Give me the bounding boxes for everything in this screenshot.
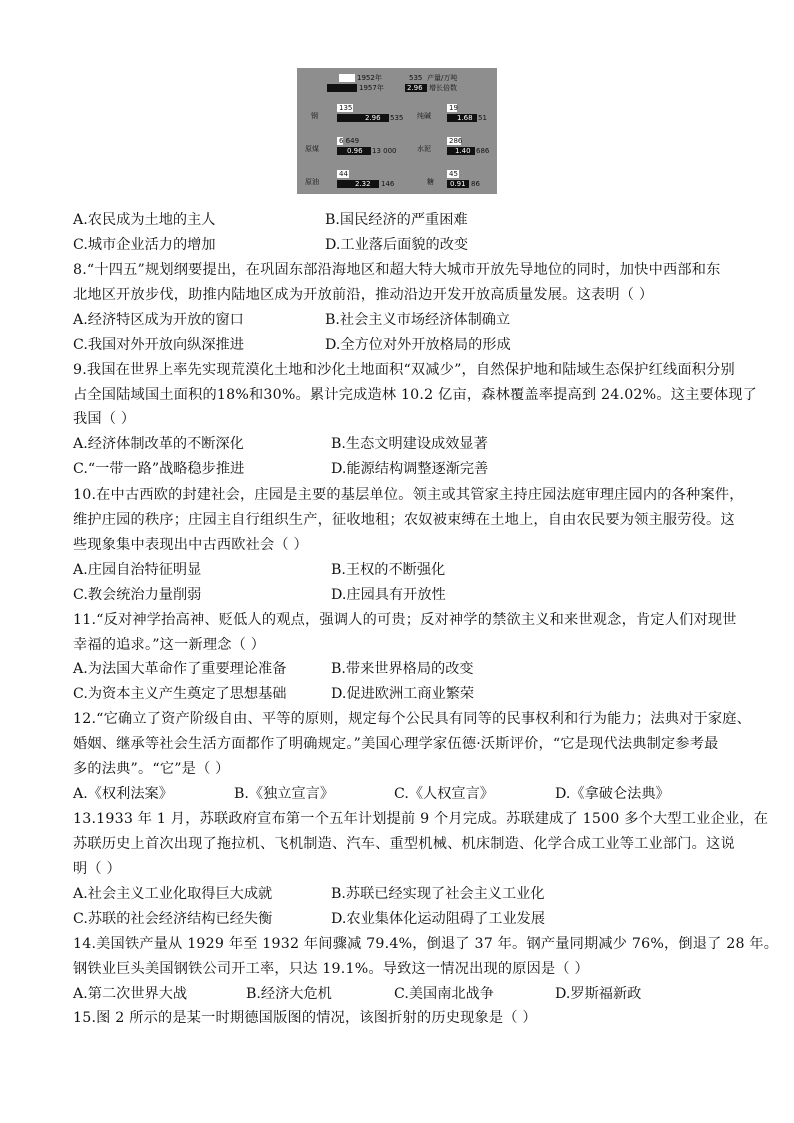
q8-stem-line: 8.“十四五”规划纲要提出，在巩固东部沿海地区和超大特大城市开放先导地位的同时，加快中西部和东 bbox=[73, 262, 721, 278]
q9-stem-line: 9.我国在世界上率先实现荒漠化土地和沙化土地面积“双减少”，自然保护地和陆域生态保护红线面积分别 bbox=[73, 362, 735, 378]
q12-option-b: B.《独立宣言》 bbox=[234, 786, 335, 802]
q10-option-b: B.王权的不断强化 bbox=[331, 562, 446, 578]
growth-value: 0.91 bbox=[450, 180, 466, 188]
q12-stem-line: 多的法典”。“它”是（ ） bbox=[73, 761, 230, 777]
growth-value: 2.96 bbox=[365, 114, 381, 122]
q10-option-d: D.庄园具有开放性 bbox=[331, 587, 446, 603]
value-1957: 146 bbox=[381, 180, 395, 188]
q11-option-d: D.促进欧洲工商业繁荣 bbox=[331, 686, 475, 702]
q10-stem-line: 维护庄园的秩序；庄园主自行组织生产，征收地租；农奴被束缚在土地上，自由农民要为领主服劳役。这 bbox=[73, 512, 735, 528]
q13-option-a: A.社会主义工业化取得巨大成就 bbox=[73, 886, 273, 902]
q7-option-d: D.工业落后面貌的改变 bbox=[325, 237, 469, 253]
growth-value: 2.32 bbox=[355, 180, 371, 188]
q9-option-d: D.能源结构调整逐渐完善 bbox=[331, 461, 489, 477]
value-1957: 686 bbox=[476, 147, 490, 155]
q14-stem-line: 钢铁业巨头美国钢铁公司开工率，只达 19.1%。导致这一情况出现的原因是（ ） bbox=[73, 961, 589, 977]
value-1952: 19 bbox=[449, 104, 458, 112]
value-1952: 286 bbox=[449, 137, 463, 145]
legend-production-unit: 产量/万吨 bbox=[427, 74, 458, 82]
item-name: 纯碱 bbox=[417, 112, 431, 120]
item-name: 钢 bbox=[311, 112, 318, 120]
value-1957: 51 bbox=[478, 114, 487, 122]
q7-option-c: C.城市企业活力的增加 bbox=[73, 237, 216, 253]
q13-stem-line: 13.1933 年 1 月，苏联政府宣布第一个五年计划提前 9 个月完成。苏联建成了 1500 多个大型工业企业，在 bbox=[73, 811, 769, 827]
q8-option-d: D.全方位对外开放格局的形成 bbox=[325, 337, 511, 353]
q13-option-b: B.苏联已经实现了社会主义工业化 bbox=[331, 886, 545, 902]
q13-option-c: C.苏联的社会经济结构已经失衡 bbox=[73, 911, 273, 927]
q14-stem-line: 14.美国铁产量从 1929 年至 1932 年间骤减 79.4%，倒退了 37 年。钢产量同期减少 76%，倒退了 28 年。 bbox=[73, 936, 779, 952]
q8-option-c: C.我国对外开放向纵深推进 bbox=[73, 337, 244, 353]
bar-1957 bbox=[337, 114, 389, 122]
growth-value: 0.96 bbox=[347, 147, 363, 155]
item-name: 原油 bbox=[305, 178, 319, 186]
q12-stem-line: 婚姻、继承等社会生活方面都作了明确规定。”美国心理学家伍德·沃斯评价，“它是现代法典制定参考最 bbox=[73, 736, 719, 752]
q14-option-c: C.美国南北战争 bbox=[394, 986, 494, 1002]
value-1952: 6 649 bbox=[339, 137, 360, 145]
q11-option-c: C.为资本主义产生奠定了思想基础 bbox=[73, 686, 287, 702]
production-figure bbox=[297, 68, 497, 194]
item-name: 原煤 bbox=[305, 145, 319, 153]
legend-growth-value: 2.96 bbox=[407, 84, 423, 92]
q7-option-b: B.国民经济的严重困难 bbox=[325, 212, 468, 228]
q13-stem-line: 苏联历史上首次出现了拖拉机、飞机制造、汽车、重型机械、机床制造、化学合成工业等工业部门。这说 bbox=[73, 836, 735, 852]
value-1952: 45 bbox=[449, 170, 458, 178]
legend-1957-swatch bbox=[327, 84, 357, 92]
q12-stem-line: 12.“它确立了资产阶级自由、平等的原则，规定每个公民具有同等的民事权利和行为能力；法典对于家庭、 bbox=[73, 711, 752, 727]
item-name: 水泥 bbox=[417, 145, 431, 153]
growth-value: 1.68 bbox=[457, 114, 473, 122]
q13-option-d: D.农业集体化运动阻碍了工业发展 bbox=[331, 911, 546, 927]
q12-option-d: D.《拿破仑法典》 bbox=[555, 786, 670, 802]
q10-stem-line: 些现象集中表现出中古西欧社会（ ） bbox=[73, 537, 308, 553]
q8-stem-line: 北地区开放步伐，助推内陆地区成为开放前沿，推动沿边开发开放高质量发展。这表明（ ） bbox=[73, 287, 654, 303]
q8-option-a: A.经济特区成为开放的窗口 bbox=[73, 312, 244, 328]
q13-stem-line: 明（ ） bbox=[73, 861, 121, 877]
value-1957: 13 000 bbox=[372, 147, 397, 155]
q11-stem-line: 幸福的追求。”这一新理念（ ） bbox=[73, 637, 266, 653]
q15-stem-line: 15.图 2 所示的是某一时期德国版图的情况，该图折射的历史现象是（ ） bbox=[73, 1010, 537, 1026]
legend-1952-label: 1952年 bbox=[357, 74, 382, 82]
q10-stem-line: 10.在中古西欧的封建社会，庄园是主要的基层单位。领主或其管家主持庄园法庭审理庄园内的各种案件， bbox=[73, 487, 744, 503]
value-1952: 44 bbox=[339, 170, 348, 178]
legend-1952-swatch bbox=[339, 74, 355, 82]
q12-option-c: C.《人权宣言》 bbox=[394, 786, 494, 802]
q9-option-c: C.“一带一路”战略稳步推进 bbox=[73, 461, 245, 477]
q9-stem-line: 我国（ ） bbox=[73, 411, 136, 427]
q14-option-b: B.经济大危机 bbox=[246, 986, 332, 1002]
q9-option-b: B.生态文明建设成效显著 bbox=[331, 436, 488, 452]
q14-option-a: A.第二次世界大战 bbox=[73, 986, 188, 1002]
q14-option-d: D.罗斯福新政 bbox=[555, 986, 642, 1002]
legend-growth-label: 增长倍数 bbox=[429, 84, 457, 92]
legend-1957-label: 1957年 bbox=[359, 84, 384, 92]
q12-option-a: A.《权利法案》 bbox=[73, 786, 173, 802]
q7-option-a: A.农民成为土地的主人 bbox=[73, 212, 216, 228]
q11-stem-line: 11.“反对神学抬高神、贬低人的观点，强调人的可贵；反对神学的禁欲主义和来世观念，肯定人们对现世 bbox=[73, 612, 737, 628]
value-1952: 135 bbox=[339, 104, 353, 112]
q10-option-c: C.教会统治力量削弱 bbox=[73, 587, 202, 603]
q11-option-a: A.为法国大革命作了重要理论准备 bbox=[73, 661, 287, 677]
value-1957: 535 bbox=[390, 114, 404, 122]
q8-option-b: B.社会主义市场经济体制确立 bbox=[325, 312, 511, 328]
q11-option-b: B.带来世界格局的改变 bbox=[331, 661, 474, 677]
q9-stem-line: 占全国陆域国土面积的18%和30%。累计完成造林 10.2 亿亩，森林覆盖率提高到 24.02%。这主要体现了 bbox=[73, 387, 758, 403]
growth-value: 1.40 bbox=[455, 147, 471, 155]
legend-production-value: 535 bbox=[409, 74, 423, 82]
item-name: 糖 bbox=[427, 178, 434, 186]
value-1957: 86 bbox=[471, 180, 480, 188]
q9-option-a: A.经济体制改革的不断深化 bbox=[73, 436, 244, 452]
q10-option-a: A.庄园自治特征明显 bbox=[73, 562, 202, 578]
